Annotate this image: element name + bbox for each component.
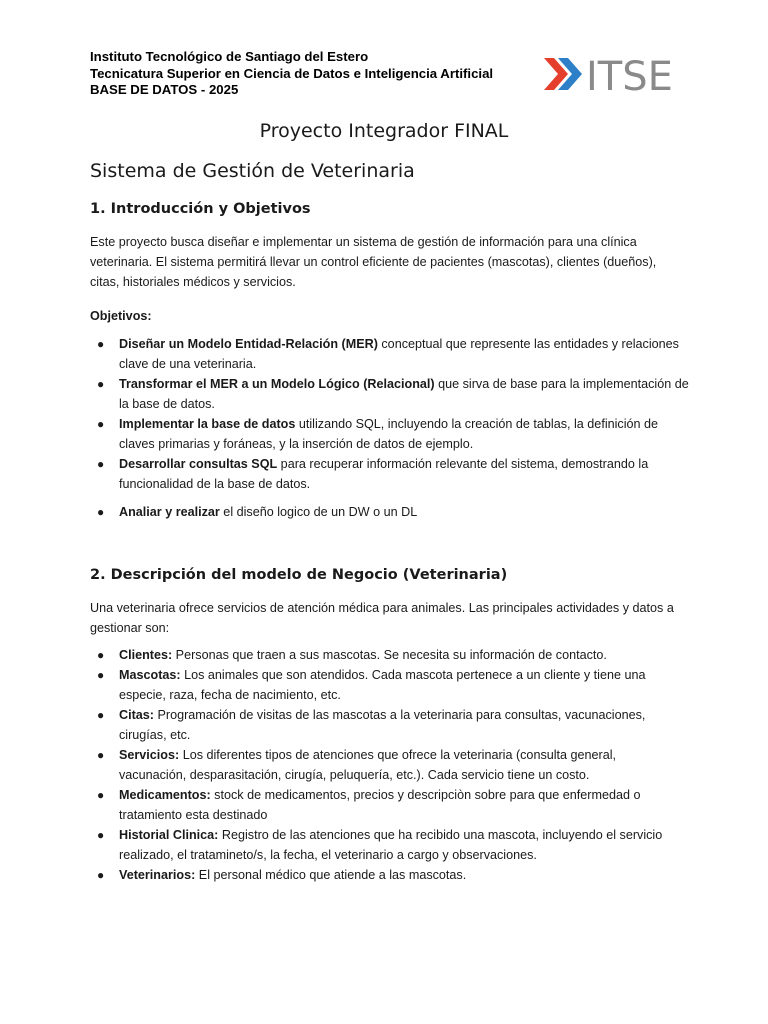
objective-text: utilizando SQL, incluyendo la creación de tablas, la definición de — [295, 417, 659, 431]
entity-title: Veterinarios: — [119, 868, 196, 882]
entity-text: Los animales que son atendidos. Cada mascota pertenece a un cliente y tiene una — [180, 668, 646, 682]
objective-title: Diseñar un Modelo Entidad-Relación (MER) — [119, 337, 378, 351]
logo-text: ITSE — [586, 54, 673, 100]
entity-title: Citas: — [119, 708, 154, 722]
entity-item — [90, 665, 690, 705]
objective-text-cont: funcionalidad de la base de datos. — [119, 477, 311, 491]
bullet-icon: ● — [97, 708, 105, 722]
bullet-icon: ● — [97, 457, 105, 471]
objective-title: Desarrollar consultas SQL — [119, 457, 278, 471]
objective-text-cont: clave de una veterinaria. — [119, 357, 257, 371]
objective-title: Analiar y realizar — [119, 505, 220, 519]
objective-item — [90, 334, 690, 374]
bullet-icon: ● — [97, 668, 105, 682]
bullet-icon: ● — [97, 788, 105, 802]
objective-item — [90, 374, 690, 414]
entity-title: Servicios: — [119, 748, 180, 762]
objective-title: Transformar el MER a un Modelo Lógico (Relacional) — [119, 377, 435, 391]
course-name: BASE DE DATOS - 2025 — [90, 82, 239, 97]
entity-text: Programación de visitas de las mascotas a la veterinaria para consultas, vacunaciones, — [154, 708, 646, 722]
entity-title: Historial Clinica: — [119, 828, 219, 842]
document-title: Proyecto Integrador FINAL — [259, 120, 509, 142]
objectives-label: Objetivos: — [90, 309, 152, 323]
paragraph-line: Una veterinaria ofrece servicios de atención médica para animales. Las principales actividades y datos a — [90, 601, 674, 615]
objective-text: el diseño logico de un DW o un DL — [219, 505, 418, 519]
entity-title: Mascotas: — [119, 668, 181, 682]
institution-header — [90, 49, 493, 99]
entity-title: Medicamentos: — [119, 788, 211, 802]
entity-text: Registro de las atenciones que ha recibido una mascota, incluyendo el servicio — [218, 828, 663, 842]
entity-item — [90, 645, 690, 665]
business-model-list — [90, 645, 690, 885]
section2-heading: 2. Descripción del modelo de Negocio (Veterinaria) — [90, 567, 508, 583]
entity-item — [90, 745, 690, 785]
objective-text-cont: claves primarias y foráneas, y la inserción de datos de ejemplo. — [119, 437, 474, 451]
section1-heading: 1. Introducción y Objetivos — [90, 201, 311, 217]
bullet-icon: ● — [97, 505, 105, 519]
entity-title: Clientes: — [119, 648, 173, 662]
entity-text: stock de medicamentos, precios y descripciòn sobre para que enfermedad o — [210, 788, 641, 802]
objective-item — [90, 502, 690, 522]
objective-text: para recuperar información relevante del sistema, demostrando la — [277, 457, 649, 471]
entity-text-cont: vacunación, desparasitación, cirugía, peluquería, etc.). Cada servicio tiene un costo. — [119, 768, 590, 782]
document-subtitle: Sistema de Gestión de Veterinaria — [90, 160, 415, 182]
paragraph-line: Este proyecto busca diseñar e implementar un sistema de gestión de información para una clínica — [90, 235, 637, 249]
itse-logo — [540, 46, 680, 102]
section1-intro — [90, 232, 680, 292]
entity-text: El personal médico que atiende a las mascotas. — [195, 868, 467, 882]
entity-item — [90, 825, 690, 865]
paragraph-line: veterinaria. El sistema permitirá llevar un control eficiente de pacientes (mascotas), clientes (dueños), — [90, 255, 657, 269]
objective-text: que sirva de base para la implementación de — [434, 377, 689, 391]
objective-item — [90, 454, 690, 494]
objectives-list — [90, 334, 690, 522]
bullet-icon: ● — [97, 377, 105, 391]
institution-name: Instituto Tecnológico de Santiago del Estero — [90, 49, 369, 64]
entity-text-cont: cirugías, etc. — [119, 728, 191, 742]
bullet-icon: ● — [97, 868, 105, 882]
objective-item — [90, 414, 690, 454]
entity-text-cont: especie, raza, fecha de nacimiento, etc. — [119, 688, 341, 702]
entity-text: Los diferentes tipos de atenciones que ofrece la veterinaria (consulta general, — [179, 748, 617, 762]
objective-text-cont: la base de datos. — [119, 397, 215, 411]
entity-text-cont: realizado, el tratamineto/s, la fecha, el veterinario a cargo y observaciones. — [119, 848, 537, 862]
entity-item — [90, 705, 690, 745]
bullet-icon: ● — [97, 417, 105, 431]
program-name: Tecnicatura Superior en Ciencia de Datos e Inteligencia Artificial — [90, 65, 494, 81]
paragraph-line: gestionar son: — [90, 621, 170, 635]
entity-text-cont: tratamiento esta destinado — [119, 808, 268, 822]
entity-item — [90, 865, 690, 885]
bullet-icon: ● — [97, 648, 105, 662]
entity-text: Personas que traen a sus mascotas. Se necesita su información de contacto. — [172, 648, 607, 662]
bullet-icon: ● — [97, 828, 105, 842]
bullet-icon: ● — [97, 748, 105, 762]
paragraph-line: citas, historiales médicos y servicios. — [90, 275, 296, 289]
entity-item — [90, 785, 690, 825]
section2-intro — [90, 598, 680, 638]
objective-text: conceptual que represente las entidades y relaciones — [377, 337, 679, 351]
objective-title: Implementar la base de datos — [119, 417, 296, 431]
bullet-icon: ● — [97, 337, 105, 351]
